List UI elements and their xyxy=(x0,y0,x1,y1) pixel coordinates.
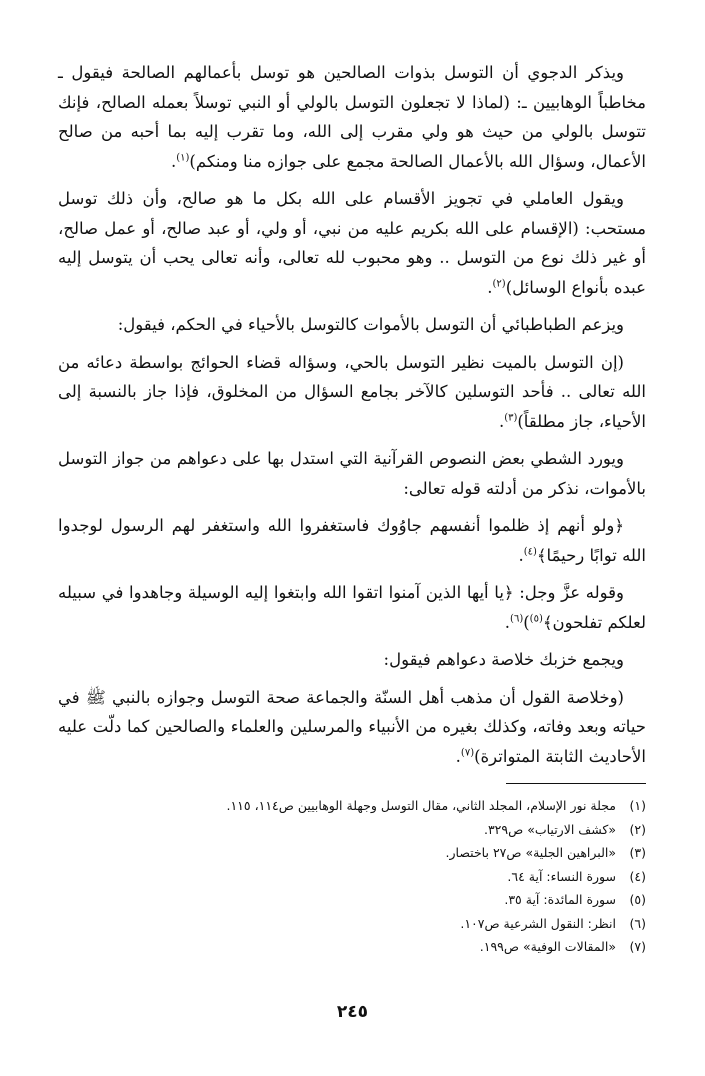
footnote-marker: (٤) xyxy=(523,546,537,557)
footnote-text: «كشف الارتياب» ص٣٢٩. xyxy=(483,821,616,837)
quote-tabatabai: (إن التوسل بالميت نظير التوسل بالحي، وسؤاله قضاء الحوائج بواسطة دعائه من الله تعالى .. فأحد التوسلين كالآخر بجامع السؤال من المخلوق، فإذا جاز بالنسبة إلى الأحياء، جاز مطلقاً)$^{(٣)}$. xyxy=(58,352,646,431)
footnote-text: «البراهين الجلية» ص٢٧ باختصار. xyxy=(445,845,616,860)
footnote-item xyxy=(58,888,646,912)
footnotes-list xyxy=(58,794,646,959)
footnote-marker: (٣) xyxy=(504,412,518,423)
footnote-number: (٦) xyxy=(629,915,646,931)
closing-paren: ) xyxy=(523,612,530,632)
footnote-marker: (٧) xyxy=(460,747,475,758)
paragraph-text: ويذكر الدجوي أن التوسل بذوات الصالحين هو توسل بأعمالهم الصالحة فيقول ـ مخاطباً الوهابيين ـ: (لماذا لا تجعلون التوسل بالولي أو النبي توسلاً بعمله الصالح، فإنك تتوسل بالولي من حيث هو ولي مقرب إلى الله، وما تقرب إليه بما أحبه من صالح الأعمال، وسؤال الله بالأعمال الصالحة مجمع على جوازه منا ومنكم) xyxy=(58,63,646,171)
page-number: ٢٤٥ xyxy=(336,1002,369,1022)
paragraph-shatti xyxy=(58,444,646,503)
footnote-marker: (٢) xyxy=(492,278,506,289)
footnote-text: سورة المائدة: آية ٣٥. xyxy=(504,892,616,907)
paragraph-text: ويجمع خزبك خلاصة دعواهم فيقول: xyxy=(383,650,624,669)
paragraph-text: ويورد الشطي بعض النصوص القرآنية التي استدل بها على دعواهم من جواز التوسل بالأموات، نذكر من أدلته قوله تعالى: xyxy=(58,449,646,498)
page-body xyxy=(58,58,646,959)
footnote-marker: (٦) xyxy=(510,613,524,624)
paragraph-text: ﴿ولو أنهم إذ ظلموا أنفسهم جاوُوك فاستغفروا الله واستغفر لهم الرسول لوجدوا الله توابًا رحيمًا﴾ xyxy=(58,516,646,565)
footnote-marker: (١) xyxy=(176,152,190,163)
paragraph-text: وقوله عزَّ وجل: ﴿يا أيها الذين آمنوا اتقوا الله وابتغوا إليه الوسيلة وجاهدوا في سبيله لعلكم تفلحون﴾ xyxy=(58,583,646,632)
footnote-number: (١) xyxy=(629,798,646,813)
footnote-text: مجلة نور الإسلام، المجلد الثاني، مقال التوسل وجهلة الوهابيين ص١١٤، ١١٥. xyxy=(226,798,616,813)
paragraph-text: (وخلاصة القول أن مذهب أهل السنّة والجماعة صحة التوسل وجوازه بالنبي ﷺ في حياته وبعد وفاته، وكذلك بغيره من الأنبياء والمرسلين والعلماء والصالحين كما دلّت عليه الأحاديث الثابتة المتواترة) xyxy=(58,687,646,766)
footnote-item xyxy=(58,818,646,842)
quote-khazbak: (وخلاصة القول أن مذهب أهل السنّة والجماعة صحة التوسل وجوازه بالنبي ﷺ في حياته وبعد وفاته، وكذلك بغيره من الأنبياء والمرسلين والعلماء والصالحين كما دلّت عليه الأحاديث الثابتة المتواترة)$^{(٧)}$. xyxy=(58,687,646,766)
footnote-number: (٢) xyxy=(629,821,646,837)
footnote-number: (٤) xyxy=(629,868,646,884)
quran-verse-maidah: وقوله عزَّ وجل: ﴿يا أيها الذين آمنوا اتقوا الله وابتغوا إليه الوسيلة وجاهدوا في سبيله لعلكم تفلحون﴾$^{(٥)}$)$^{(٦)}$. xyxy=(58,583,646,632)
paragraph-text: ويزعم الطباطبائي أن التوسل بالأموات كالتوسل بالأحياء في الحكم، فيقول: xyxy=(117,315,624,334)
paragraph-khazbak xyxy=(58,645,646,675)
footnote-item xyxy=(58,841,646,865)
quran-verse-nisa: ﴿ولو أنهم إذ ظلموا أنفسهم جاوُوك فاستغفروا الله واستغفر لهم الرسول لوجدوا الله توابًا رحيمًا﴾$^{(٤)}$. xyxy=(58,516,646,565)
footnote-item xyxy=(58,935,646,959)
footnote-number: (٥) xyxy=(629,892,646,907)
footnote-number: (٧) xyxy=(629,939,646,954)
paragraph-amili: ويقول العاملي في تجويز الأقسام على الله بكل ما هو صالح، وأن ذلك توسل مستحب: (الإقسام على الله بكريم عليه من نبي، أو ولي، أو عبد صالح، أو عمل صالح، أو غير ذلك نوع من التوسل .. وهو محبوب لله تعالى، وأنه تعالى يحب أن يتوسل إليه عبده بأنواع الوسائل)$^{(٢)}$. xyxy=(58,189,646,297)
paragraph-tabatabai xyxy=(58,310,646,340)
footnote-text: انظر: النقول الشرعية ص١٠٧. xyxy=(460,915,616,931)
footnote-number: (٣) xyxy=(629,845,646,860)
footnote-item xyxy=(58,912,646,936)
footnote-text: «المقالات الوفية» ص١٩٩. xyxy=(479,939,616,954)
paragraph-dajawi: ويذكر الدجوي أن التوسل بذوات الصالحين هو توسل بأعمالهم الصالحة فيقول ـ مخاطباً الوهابيين ـ: (لماذا لا تجعلون التوسل بالولي أو النبي توسلاً بعمله الصالح، فإنك تتوسل بالولي من حيث هو ولي مقرب إلى الله، وما تقرب إليه بما أحبه من صالح الأعمال، وسؤال الله بالأعمال الصالحة مجمع على جوازه منا ومنكم)$^{(١)}$. xyxy=(58,63,646,171)
paragraph-text: ويقول العاملي في تجويز الأقسام على الله بكل ما هو صالح، وأن ذلك توسل مستحب: (الإقسام على الله بكريم عليه من نبي، أو ولي، أو عبد صالح، أو عمل صالح، أو غير ذلك نوع من التوسل .. وهو محبوب لله تعالى، وأنه تعالى يحب أن يتوسل إليه عبده بأنواع الوسائل) xyxy=(58,189,646,297)
footnote-item xyxy=(58,794,646,818)
footnote-divider xyxy=(506,783,646,784)
paragraph-text: (إن التوسل بالميت نظير التوسل بالحي، وسؤاله قضاء الحوائج بواسطة دعائه من الله تعالى .. فأحد التوسلين كالآخر بجامع السؤال من المخلوق، فإذا جاز بالنسبة إلى الأحياء، جاز مطلقاً) xyxy=(58,352,646,431)
footnote-text: سورة النساء: آية ٦٤. xyxy=(507,868,616,884)
footnote-marker: (٥) xyxy=(529,613,543,624)
footnote-item xyxy=(58,865,646,889)
